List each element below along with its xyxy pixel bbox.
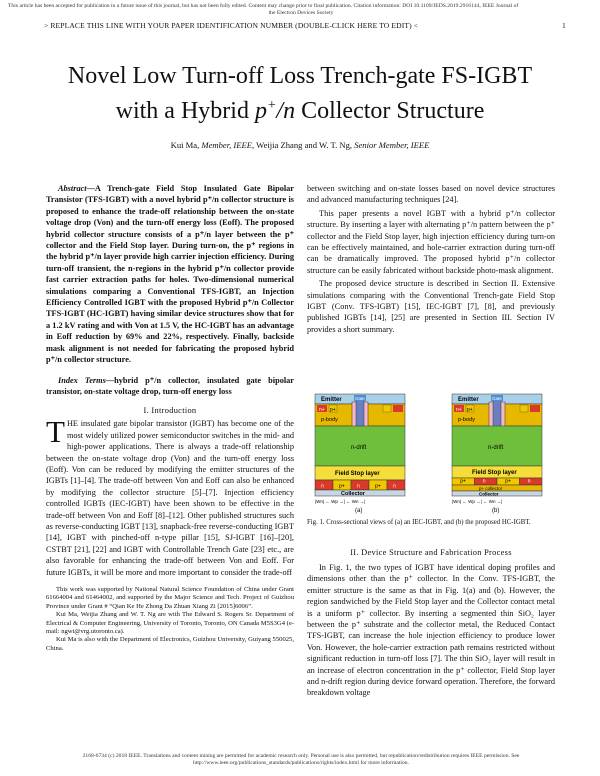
collector-cell (387, 480, 405, 490)
author-1: Kui Ma, (170, 140, 202, 150)
collector-cell-label: p+ (505, 478, 511, 485)
pplus-right-a (383, 405, 391, 412)
fieldstop-label-a: Field Stop layer (335, 471, 380, 477)
collector-cell-label: n (527, 478, 531, 485)
dims-a: |Wn| ← Wp →| ← Wn →| (315, 499, 366, 504)
pplus-right-b (520, 405, 528, 412)
gate-label-a: Gate (355, 396, 365, 401)
collector-cell-label: n (357, 483, 360, 490)
section-2-heading: II. Device Structure and Fabrication Process (350, 548, 512, 557)
right-para-0: between switching and on-state losses based on novel device structures and advanced manufacturing techniques [24]. (307, 184, 555, 205)
top-notice-line2: the Electron Devices Society (268, 10, 334, 16)
left-column (46, 183, 294, 653)
emitter-label-b: Emitter (458, 397, 479, 403)
index-terms-label: Index Terms (58, 375, 106, 385)
hybrid-cells-b (452, 478, 542, 485)
title-p: p (254, 98, 267, 124)
collector-cell-label: n (393, 483, 396, 490)
bottom-notice-line2: http://www.ieee.org/publications_standards/publications/rights/index.html for more information. (193, 760, 409, 766)
author-2: , Weijia Zhang and W. T. Ng, (252, 140, 355, 150)
index-terms (46, 375, 294, 398)
collector-cell (351, 480, 369, 490)
footnotes (46, 586, 294, 653)
dims-b: |Wn| ← Wp →| ← Wn →| (452, 499, 503, 504)
figure-1-diagrams (307, 392, 555, 514)
top-notice-line1: This article has been accepted for publication in a future issue of this journal, but has not been fully edited. Content may change prior to final publication. Citation information: DOI 10.1109/JEDS.2019.2916144, IEEE Journal of (8, 3, 519, 9)
collector-cell (475, 478, 498, 485)
gate-label-b: Gate (492, 396, 502, 401)
nplus-label-b: n+ (456, 407, 462, 413)
intro-text: HE insulated gate bipolar transistor (IGBT) has become one of the most widely utilized power semiconductor switches in the mid- and high-power applications. There is always a trade-off relationship between the on-state voltage drop (Von) and the turn-off energy loss (Eoff). Von can be reduced by modifying the emitter structures of the IGBTs [1]–[4]. The trade-off between Von and Eoff can also be enhanced by modifying the collector structure [5]–[7]. Injection efficiency controlled IGBTs (IEC-IGBT) have been shown to be effective in the trade-off between Von and Eoff [8]–[12]. Other published structures such as reverse-conducting IGBT [13], snapback-free reverse-conducting IGBT [14], IGBT with pinched-off n-type pillar [15], SJ-IGBT [16]–[20], CSTBT [21], [22] and IGBT with Controllable Trench Gate [23] etc., are also favorable for enhancing the trade-off between Von and Eoff. For future IGBTs, it will be more and more important to consider the trade-off (46, 419, 294, 577)
collector-label-a: Collector (341, 491, 365, 497)
emitter-label-a: Emitter (321, 397, 342, 403)
right-column (307, 183, 555, 335)
collector-cells-a (315, 480, 405, 490)
title-n: /n (276, 98, 296, 124)
collector-cell-label: n (321, 483, 324, 490)
right-para-1: This paper presents a novel IGBT with a hybrid p⁺/n collector structure. By inserting a layer with alternating p⁺/n pattern between the p⁺ collector and the Field Stop layer, high injection efficiency during turn-on can be effectively maintained, and hole-carrier extraction during turn-off can be dramatically improved. The proposed hybrid p⁺/n collector structure can be easily fabricated without backside photo-mask alignment. (307, 208, 555, 275)
page-number: 1 (562, 21, 566, 30)
author-3-role: Senior Member, IEEE (354, 140, 430, 150)
paper-title (0, 62, 600, 126)
title-sup: + (266, 98, 277, 113)
title-line2 (0, 91, 600, 126)
collector-label-b: Collector (479, 491, 499, 497)
collector-cell-label: n (482, 478, 486, 485)
footnote-affiliation: Kui Ma, Weijia Zhang and W. T. Ng are with The Edward S. Rogers Sr. Department of Electrical & Computer Engineering, University of Toronto, Toronto, ON Canada M5S3G4 (e-mail: ngwt@vrg.utoronto.ca). (46, 611, 294, 636)
nplus-right-b (530, 405, 540, 412)
title-line1: Novel Low Turn-off Loss Trench-gate FS-IGBT (67, 63, 533, 89)
title-line2-d: Collector Structure (295, 98, 485, 124)
title-line2-a: with a Hybrid (115, 98, 255, 124)
footnote-funding: This work was supported by National Natural Science Foundation of China under Grant 61664004 and 61464002, and supported by the Major Science and Tech. Project of Guizhou Province under Grant # “Qian Ke He Zhong Da Zhuan Xiang Zi [2015]6006”. (46, 586, 294, 610)
ndrift-label-a: n-drift (351, 445, 367, 451)
right-para-2: The proposed device structure is described in Section II. Extensive simulations comparing with the Conventional Trench-gate Field Stop IGBT (Conv. TFS-IGBT) [15], IEC-IGBT [7], [8], and previously published IGBTs [14], [25] are presented in Section III. Section IV provides a short summary. (307, 279, 555, 334)
pplus-collector-label-b: p+ collector (479, 486, 503, 491)
dropcap: T (46, 414, 65, 450)
bottom-notice-line1: 2168-6734 (c) 2018 IEEE. Translations and content mining are permitted for academic research only. Personal use is also permitted, but republication/redistribution requires IEEE permission. See (82, 753, 520, 759)
running-header: > REPLACE THIS LINE WITH YOUR PAPER IDENTIFICATION NUMBER (DOUBLE-CLICK HERE TO EDIT) < (44, 21, 419, 30)
section-2 (307, 548, 555, 699)
panel-a (315, 394, 405, 514)
section-1-heading: I. Introduction (143, 406, 197, 416)
nplus-right-a (393, 405, 403, 412)
fieldstop-label-b: Field Stop layer (472, 470, 517, 476)
collector-cell (520, 478, 543, 485)
collector-cell (315, 480, 333, 490)
author-1-role: Member, IEEE (201, 140, 252, 150)
panel-b (452, 394, 542, 514)
figure-1 (307, 392, 555, 514)
top-notice (8, 3, 594, 17)
pplus-label-b: p+ (467, 407, 473, 413)
nplus-label-a: n+ (319, 407, 325, 413)
pbody-label-a: p-body (321, 417, 338, 423)
pplus-label-a: p+ (330, 407, 336, 413)
abstract-label: Abstract (58, 184, 87, 193)
abstract-text: —A Trench-gate Field Stop Insulated Gate Bipolar Transistor (TFS-IGBT) with a novel hybrid p⁺/n collector structure is proposed to enhance the trade-off relationship between the on-state voltage drop (Von) and the turn-off energy loss (Eoff). The proposed hybrid collector structure consists of a p⁺/n layer between the p⁺ collector and the Field Stop layer. During turn-on, the p⁺ regions in the hybrid p⁺/n layer provide high carrier injection efficiency. During turn-off transient, the n-regions in the hybrid p⁺/n collector provide fast carrier extraction paths for holes. Two-dimensional numerical simulations comparing a Conventional TFS-IGBT, an Injection Efficiency Controlled IGBT with the proposed Hybrid p⁺/n Collector TFS-IGBT (HC-IGBT) having similar device structures show that for a 1.2 kV rating and with Von at 1.5 V, the HC-IGBT has an advantage in Eoff reduction by 69% and 22%, respectively. Finally, backside mask alignment is not needed for fabricating the proposed hybrid p⁺/n collector structure. (46, 184, 294, 365)
index-terms-text: —hybrid p⁺/n collector, insulated gate bipolar transistor, on-state voltage drop, turn-off energy loss (46, 375, 294, 396)
pbody-label-b: p-body (458, 417, 475, 423)
panel-label-b: (b) (492, 508, 500, 514)
abstract (46, 183, 294, 366)
collector-cell-label: p+ (460, 478, 466, 485)
section-2-paragraph: In Fig. 1, the two types of IGBT have identical doping profiles and dimensions other than the p⁺ collector. In the Conv. TFS-IGBT, the emitter structure is the same as that in Fig. 1(a) and (b). However, the region sandwiched by the Field Stop layer and the Collector contact metal is a uniform p⁺ collector. By inserting a segmented thin SiO₂ layer between the p⁺ substrate and the collector metal, the Reduced Contact TFS-IGBT, can increase the hole injection efficiency to produce lower Von. However, the hole-carrier extraction path remains restricted without significant reduction in turn-off loss [7]. The thin SiO₂ layer will result in an increase of electron concentration in the p⁺ collector, Field Stop layer and n-drift region during device forward operation. Therefore, the forward breakdown voltage (307, 563, 555, 698)
footnote-affiliation-2: Kui Ma is also with the Department of Electronics, Guizhou University, Guiyang 550025, China. (46, 636, 294, 652)
bottom-notice (8, 753, 594, 767)
figure-1-caption: Fig. 1. Cross-sectional views of (a) an IEC-IGBT, and (b) the proposed HC-IGBT. (307, 519, 531, 526)
author-line (0, 140, 600, 150)
collector-cell-label: p+ (375, 483, 381, 490)
collector-cell-label: p+ (339, 483, 345, 490)
intro-paragraph (46, 414, 294, 578)
ndrift-label-b: n-drift (488, 445, 504, 451)
panel-label-a: (a) (355, 508, 363, 514)
